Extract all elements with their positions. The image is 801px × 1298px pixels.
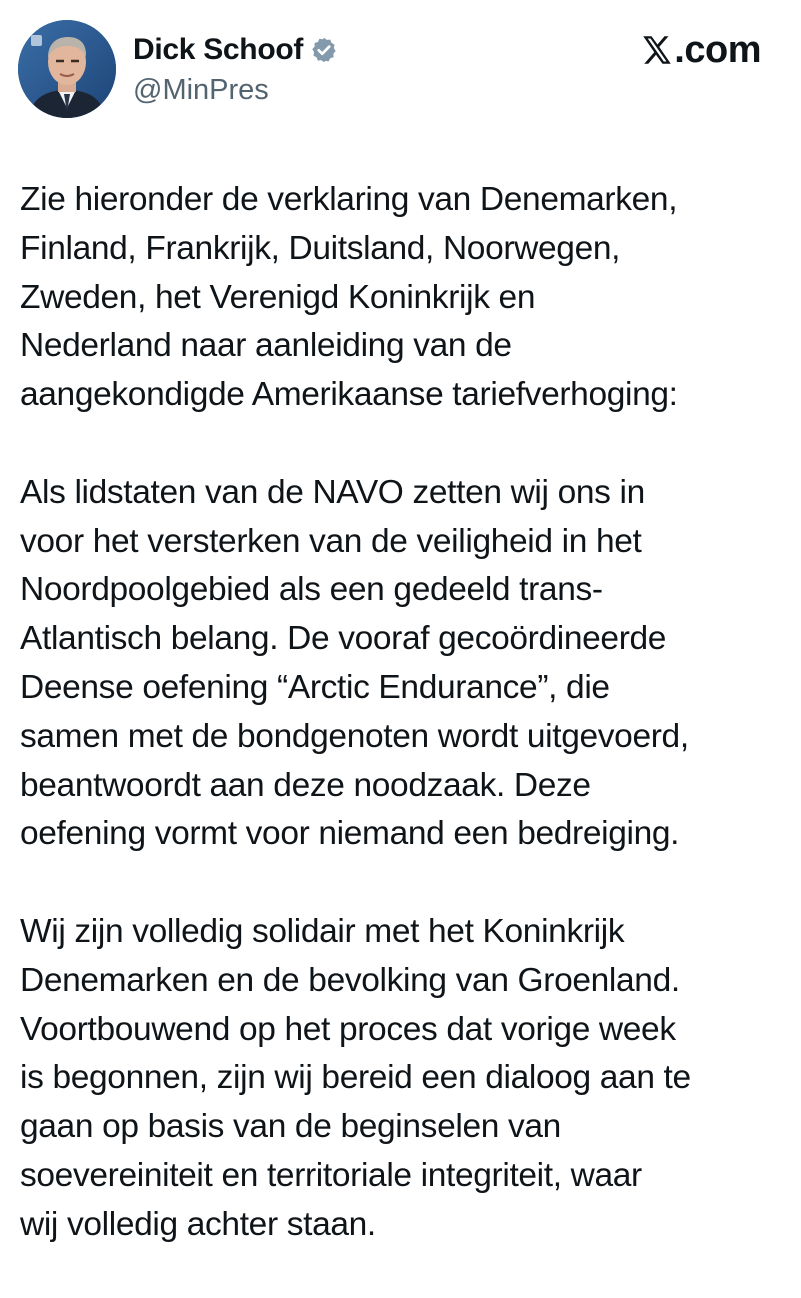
- tweet-line: samen met de bondgenoten wordt uitgevoerd,: [20, 717, 689, 755]
- tweet-line: Nederland naar aanleiding van de: [20, 327, 512, 365]
- tweet-text: [20, 176, 795, 1298]
- tweet-line: Als lidstaten van de NAVO zetten wij ons in: [20, 473, 645, 511]
- tweet-line: Denemarken en de bevolking van Groenland.: [20, 961, 680, 999]
- brand-text: .com: [674, 28, 761, 71]
- tweet-line: aangekondigde Amerikaanse tariefverhoging:: [20, 376, 678, 414]
- tweet-line: oefening vormt voor niemand een bedreiging.: [20, 815, 680, 853]
- tweet-paragraph-2: [20, 469, 795, 859]
- tweet-paragraph-3: [20, 908, 795, 1250]
- tweet-line: Deense oefening “Arctic Endurance”, die: [20, 668, 610, 706]
- tweet-paragraph-1: [20, 176, 795, 420]
- tweet-header: [0, 0, 801, 140]
- tweet-line: Noordpoolgebied als een gedeeld trans-: [20, 571, 603, 609]
- author-display-name[interactable]: Dick Schoof: [133, 33, 304, 66]
- tweet-line: is begonnen, zijn wij bereid een dialoog aan te: [20, 1059, 691, 1097]
- tweet-line: Atlantisch belang. De vooraf gecoördineerde: [20, 620, 667, 658]
- tweet-line: beantwoordt aan deze noodzaak. Deze: [20, 766, 591, 804]
- verified-badge-icon: [310, 36, 338, 64]
- x-logo-icon: [642, 35, 672, 65]
- avatar[interactable]: [18, 20, 116, 118]
- tweet-line: wij volledig achter staan.: [20, 1205, 376, 1243]
- author-name-row[interactable]: [133, 30, 338, 70]
- tweet-line: gaan op basis van de beginselen van: [20, 1108, 561, 1146]
- tweet-line: soevereiniteit en territoriale integriteit, waar: [20, 1156, 642, 1194]
- x-brand-watermark: [642, 27, 761, 73]
- tweet-line: Zie hieronder de verklaring van Denemarken,: [20, 181, 678, 218]
- tweet-line: Voortbouwend op het proces dat vorige week: [20, 1010, 676, 1048]
- tweet-line: Zweden, het Verenigd Koninkrijk en: [20, 278, 536, 316]
- author-handle[interactable]: @MinPres: [133, 74, 269, 106]
- tweet-line: Finland, Frankrijk, Duitsland, Noorwegen,: [20, 229, 621, 267]
- tweet-line: Wij zijn volledig solidair met het Koninkrijk: [20, 912, 625, 950]
- tweet-line: voor het versterken van de veiligheid in het: [20, 522, 642, 560]
